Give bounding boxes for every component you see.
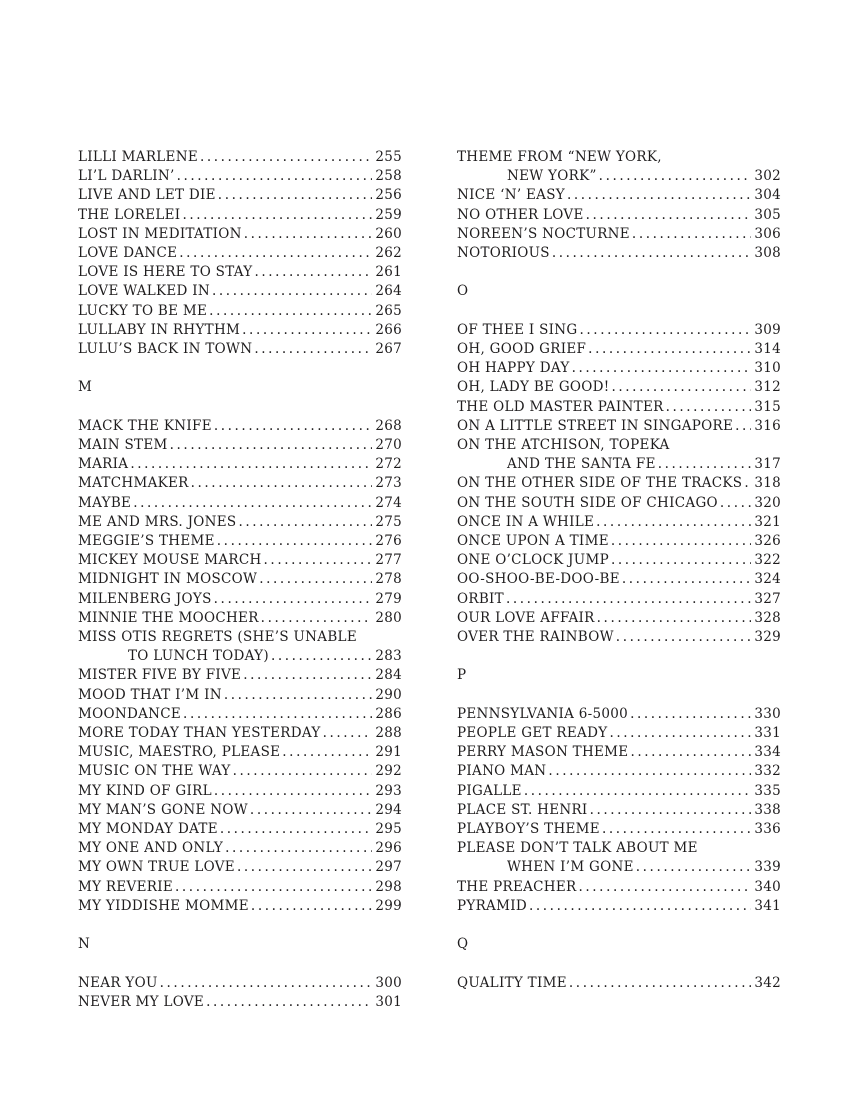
dot-leader (249, 897, 372, 916)
page-number: 321 (754, 513, 781, 530)
toc-entry (78, 436, 402, 455)
page-number: 305 (754, 206, 781, 223)
song-title: ORBIT (457, 590, 504, 607)
page-number: 329 (754, 629, 781, 646)
dot-leader (235, 858, 372, 877)
page-number: 342 (754, 974, 781, 991)
song-title: THE OLD MASTER PAINTER (457, 398, 664, 415)
toc-entry (78, 762, 402, 781)
page-number: 294 (375, 801, 402, 818)
toc-entry (78, 417, 402, 436)
dot-leader (550, 244, 751, 263)
toc-entry (457, 590, 781, 609)
page-number: 328 (754, 609, 781, 626)
dot-leader (527, 897, 751, 916)
song-title: LULLABY IN RHYTHM (78, 321, 241, 338)
toc-entry (457, 436, 781, 474)
toc-entry (78, 705, 402, 724)
song-title-line1: ON THE ATCHISON, TOPEKA (457, 437, 670, 454)
page-number: 296 (375, 840, 402, 857)
dot-leader (609, 532, 751, 551)
song-title-line1: THEME FROM “NEW YORK, (457, 149, 662, 165)
dot-leader (594, 513, 751, 532)
dot-leader (656, 455, 752, 474)
song-title: NICE ‘N’ EASY (457, 187, 565, 204)
page-number: 275 (375, 513, 402, 530)
page-number: 262 (375, 245, 402, 262)
page-number: 310 (754, 360, 781, 377)
dot-leader (236, 513, 372, 532)
toc-entry (78, 628, 402, 666)
toc-entry (78, 340, 402, 359)
dot-leader (718, 494, 751, 513)
toc-entry (457, 762, 781, 781)
page-number: 331 (754, 725, 781, 742)
toc-entry (457, 897, 781, 916)
toc-entry (78, 186, 402, 205)
song-title-line1: MISS OTIS REGRETS (SHE’S UNABLE (78, 629, 357, 646)
page-number: 291 (375, 744, 402, 761)
dot-leader (578, 321, 752, 340)
dot-leader (565, 186, 751, 205)
song-title: LOVE IS HERE TO STAY (78, 264, 253, 281)
page-number: 270 (375, 437, 402, 454)
toc-entry (457, 628, 781, 647)
page-number: 320 (754, 494, 781, 511)
page-number: 309 (754, 321, 781, 338)
toc-entry (78, 570, 402, 589)
page-number: 317 (754, 456, 781, 473)
dot-leader (189, 474, 373, 493)
song-title: MILENBERG JOYS (78, 590, 212, 607)
section-letter-m: M (78, 379, 93, 396)
dot-leader (586, 340, 751, 359)
dot-leader (241, 666, 372, 685)
page-number: 324 (754, 571, 781, 588)
toc-entry (78, 148, 402, 167)
page-number: 292 (375, 763, 402, 780)
song-title: OVER THE RAINBOW (457, 629, 614, 646)
page-number: 312 (754, 379, 781, 396)
index-column-right (457, 148, 781, 1012)
page-number: 322 (754, 552, 781, 569)
song-title: LUCKY TO BE ME (78, 302, 208, 319)
page-number: 335 (754, 782, 781, 799)
dot-leader (240, 321, 372, 340)
toc-entry (457, 225, 781, 244)
dot-leader (630, 225, 751, 244)
song-title: OH, GOOD GRIEF (457, 341, 587, 357)
page-number: 314 (754, 341, 781, 357)
page-number: 332 (754, 763, 781, 780)
toc-entry (78, 666, 402, 685)
song-title: LOST IN MEDITATION (78, 225, 242, 242)
song-title: LIVE AND LET DIE (78, 187, 216, 204)
dot-leader (198, 148, 372, 167)
page-number: 315 (754, 398, 781, 415)
song-title: LILLI MARLENE (78, 149, 198, 165)
toc-entry (457, 206, 781, 225)
section-letter-o: O (457, 283, 469, 300)
toc-entry (78, 474, 402, 493)
song-title: PIANO MAN (457, 763, 547, 780)
dot-leader (614, 628, 752, 647)
dot-leader (181, 705, 372, 724)
dot-leader (223, 839, 372, 858)
toc-entry (78, 858, 402, 877)
page-number: 306 (754, 225, 781, 242)
song-title: MOOD THAT I’M IN (78, 686, 222, 703)
dot-leader (620, 570, 751, 589)
song-title: NOREEN’S NOCTURNE (457, 225, 630, 242)
song-title: LOVE DANCE (78, 245, 178, 262)
song-title: OH HAPPY DAY (457, 360, 570, 377)
song-title: NEAR YOU (78, 974, 158, 991)
page-number: 290 (375, 686, 402, 703)
page-number: 327 (754, 590, 781, 607)
page-number: 308 (754, 245, 781, 262)
dot-leader (215, 532, 373, 551)
dot-leader (242, 225, 373, 244)
toc-entry (78, 455, 402, 474)
song-title: OH, LADY BE GOOD! (457, 379, 610, 396)
page-number: 300 (375, 974, 402, 991)
page-number: 266 (375, 321, 402, 338)
song-title-line1: PLEASE DON’T TALK ABOUT ME (457, 840, 698, 857)
page-number: 341 (754, 897, 781, 914)
dot-leader (204, 993, 372, 1012)
song-title: NO OTHER LOVE (457, 206, 584, 223)
toc-entry (457, 974, 781, 993)
song-title: MATCHMAKER (78, 475, 189, 492)
song-title: MISTER FIVE BY FIVE (78, 667, 242, 684)
song-title: MY REVERIE (78, 878, 174, 895)
page-number: 330 (754, 705, 781, 722)
song-title: ONE O’CLOCK JUMP (457, 552, 609, 569)
dot-leader (597, 167, 752, 186)
toc-entry (457, 417, 781, 436)
toc-entry (457, 244, 781, 263)
toc-entry (78, 820, 402, 839)
song-title: PERRY MASON THEME (457, 744, 629, 761)
dot-leader (257, 570, 372, 589)
toc-entry (457, 378, 781, 397)
toc-entry (457, 340, 781, 359)
section-letter-n: N (78, 936, 91, 953)
dot-leader (610, 378, 752, 397)
toc-entry (78, 225, 402, 244)
dot-leader (522, 782, 751, 801)
song-title: MACK THE KNIFE (78, 417, 212, 434)
dot-leader (262, 551, 373, 570)
page-number: 318 (754, 475, 781, 492)
toc-entry (78, 743, 402, 762)
page-number: 260 (375, 225, 402, 242)
song-title: PIGALLE (457, 782, 522, 799)
page-number: 267 (375, 341, 402, 358)
toc-entry (78, 551, 402, 570)
toc-entry (457, 513, 781, 532)
dot-leader (634, 858, 752, 877)
page-number: 304 (754, 187, 781, 204)
dot-leader (207, 302, 372, 321)
dot-leader (628, 705, 751, 724)
song-title: MY MAN’S GONE NOW (78, 801, 248, 818)
dot-leader (546, 762, 751, 781)
page-number: 293 (375, 782, 402, 799)
dot-leader (269, 647, 372, 666)
song-title: PLACE ST. HENRI (457, 801, 588, 818)
song-title: PENNSYLVANIA 6-5000 (457, 705, 629, 722)
dot-leader (664, 398, 752, 417)
song-title: MUSIC, MAESTRO, PLEASE (78, 744, 281, 761)
toc-entry (457, 570, 781, 589)
page-number: 301 (375, 993, 402, 1010)
song-title: QUALITY TIME (457, 974, 567, 991)
dot-leader (584, 206, 752, 225)
song-title: ON THE SOUTH SIDE OF CHICAGO (457, 494, 718, 511)
song-title: PYRAMID (457, 897, 527, 914)
dot-leader (733, 417, 751, 436)
toc-entry (457, 724, 781, 743)
dot-leader (600, 820, 751, 839)
page-number: 256 (375, 187, 402, 204)
song-title: PLAYBOY’S THEME (457, 821, 600, 838)
toc-entry (457, 359, 781, 378)
dot-leader (504, 590, 751, 609)
toc-entry (78, 513, 402, 532)
page-number: 334 (754, 744, 781, 761)
page-number: 279 (375, 590, 402, 607)
page-number: 284 (375, 667, 402, 684)
toc-entry (78, 167, 402, 186)
toc-entry (457, 474, 781, 493)
page-number: 255 (375, 149, 402, 165)
toc-entry (457, 532, 781, 551)
song-title: MOONDANCE (78, 705, 182, 722)
page-number: 286 (375, 705, 402, 722)
page-number: 297 (375, 859, 402, 876)
page-number: 316 (754, 417, 781, 434)
song-title: ON THE OTHER SIDE OF THE TRACKS (457, 475, 743, 492)
page-number: 338 (754, 801, 781, 818)
index-columns (78, 148, 782, 1012)
song-title: ME AND MRS. JONES (78, 513, 237, 530)
dot-leader (259, 609, 373, 628)
dot-leader (570, 359, 752, 378)
song-title: PEOPLE GET READY (457, 725, 608, 742)
toc-entry (78, 974, 402, 993)
toc-entry (78, 321, 402, 340)
song-title: OUR LOVE AFFAIR (457, 609, 595, 626)
toc-entry (78, 724, 402, 743)
song-title: MY OWN TRUE LOVE (78, 859, 235, 876)
dot-leader (158, 974, 373, 993)
dot-leader (231, 762, 373, 781)
song-title: NOTORIOUS (457, 245, 550, 262)
dot-leader (128, 455, 372, 474)
dot-leader (173, 878, 372, 897)
dot-leader (212, 590, 373, 609)
song-title: MAYBE (78, 494, 132, 511)
song-title: LULU’S BACK IN TOWN (78, 341, 253, 358)
song-title: ON A LITTLE STREET IN SINGAPORE (457, 417, 734, 434)
toc-entry (457, 551, 781, 570)
toc-entry (457, 801, 781, 820)
toc-entry (457, 321, 781, 340)
toc-entry (457, 186, 781, 205)
dot-leader (216, 186, 373, 205)
toc-entry (78, 244, 402, 263)
song-title: MY MONDAY DATE (78, 821, 218, 838)
page-number: 295 (375, 821, 402, 838)
song-title: MARIA (78, 456, 129, 473)
dot-leader (180, 206, 372, 225)
toc-entry (457, 705, 781, 724)
toc-entry (78, 839, 402, 858)
toc-entry (78, 282, 402, 301)
page-number: 280 (375, 609, 402, 626)
page-number: 261 (375, 264, 402, 281)
toc-entry (457, 782, 781, 801)
song-title: ONCE UPON A TIME (457, 533, 609, 550)
song-title: MICKEY MOUSE MARCH (78, 552, 262, 569)
dot-leader (248, 801, 372, 820)
song-title: THE LORELEI (78, 206, 181, 223)
page-number: 302 (754, 168, 781, 185)
page-number: 336 (754, 821, 781, 838)
page-number: 326 (754, 533, 781, 550)
song-title: OO-SHOO-BE-DOO-BE (457, 571, 620, 588)
page-number: 340 (754, 878, 781, 895)
dot-leader (595, 609, 752, 628)
index-column-left (78, 148, 402, 1012)
toc-entry (457, 398, 781, 417)
dot-leader (212, 782, 372, 801)
dot-leader (222, 686, 372, 705)
page-number: 288 (375, 725, 402, 742)
page-number: 299 (375, 897, 402, 914)
toc-entry (457, 839, 781, 877)
page-number: 274 (375, 494, 402, 511)
song-title: MY YIDDISHE MOMME (78, 897, 249, 914)
toc-entry (457, 878, 781, 897)
song-title: MAIN STEM (78, 437, 168, 454)
song-title: ONCE IN A WHILE (457, 513, 595, 530)
page-number: 339 (754, 859, 781, 876)
toc-entry (78, 801, 402, 820)
song-title: MORE TODAY THAN YESTERDAY (78, 725, 321, 742)
dot-leader (628, 743, 751, 762)
dot-leader (609, 551, 751, 570)
dot-leader (567, 974, 751, 993)
page-number: 258 (375, 168, 402, 185)
song-title: MINNIE THE MOOCHER (78, 609, 259, 626)
song-title: MY ONE AND ONLY (78, 840, 224, 857)
toc-entry (78, 897, 402, 916)
dot-leader (175, 167, 373, 186)
song-title: LOVE WALKED IN (78, 283, 211, 300)
dot-leader (177, 244, 372, 263)
dot-leader (607, 724, 751, 743)
page-number: 264 (375, 283, 402, 300)
page-number: 268 (375, 417, 402, 434)
page-number: 276 (375, 533, 402, 550)
song-title: MEGGIE’S THEME (78, 533, 215, 550)
song-title: OF THEE I SING (457, 321, 578, 338)
toc-entry (78, 782, 402, 801)
dot-leader (212, 417, 372, 436)
toc-entry (457, 148, 781, 186)
toc-entry (78, 878, 402, 897)
toc-entry (78, 686, 402, 705)
song-title: MIDNIGHT IN MOSCOW (78, 571, 258, 588)
song-title: THE PREACHER (457, 878, 577, 895)
toc-entry (78, 590, 402, 609)
song-title-line2: AND THE SANTA FE (507, 456, 656, 473)
page-number: 259 (375, 206, 402, 223)
toc-entry (457, 609, 781, 628)
section-letter-q: Q (457, 936, 469, 953)
page-number: 298 (375, 878, 402, 895)
song-title-line2: NEW YORK” (507, 168, 597, 185)
toc-entry (457, 743, 781, 762)
dot-leader (210, 282, 372, 301)
toc-entry (78, 494, 402, 513)
song-title-line2: TO LUNCH TODAY) (128, 648, 269, 665)
dot-leader (742, 474, 751, 493)
toc-entry (78, 263, 402, 282)
dot-leader (131, 494, 372, 513)
song-title-line2: WHEN I’M GONE (507, 859, 634, 876)
toc-entry (78, 609, 402, 628)
song-title: MY KIND OF GIRL (78, 782, 212, 799)
dot-leader (168, 436, 373, 455)
section-letter-p: P (457, 667, 467, 684)
toc-entry (78, 993, 402, 1012)
toc-entry (457, 494, 781, 513)
page-number: 272 (375, 456, 402, 473)
dot-leader (253, 263, 373, 282)
page-number: 265 (375, 302, 402, 319)
toc-entry (457, 820, 781, 839)
dot-leader (588, 801, 752, 820)
toc-entry (78, 302, 402, 321)
song-title: MUSIC ON THE WAY (78, 763, 231, 780)
dot-leader (280, 743, 372, 762)
dot-leader (321, 724, 373, 743)
song-title: LI’L DARLIN’ (78, 168, 175, 185)
page-number: 278 (375, 571, 402, 588)
dot-leader (577, 878, 752, 897)
toc-entry (78, 532, 402, 551)
page-number: 277 (375, 552, 402, 569)
toc-entry (78, 206, 402, 225)
dot-leader (218, 820, 372, 839)
page-number: 283 (375, 648, 402, 665)
dot-leader (252, 340, 372, 359)
page-number: 273 (375, 475, 402, 492)
song-title: NEVER MY LOVE (78, 993, 205, 1010)
